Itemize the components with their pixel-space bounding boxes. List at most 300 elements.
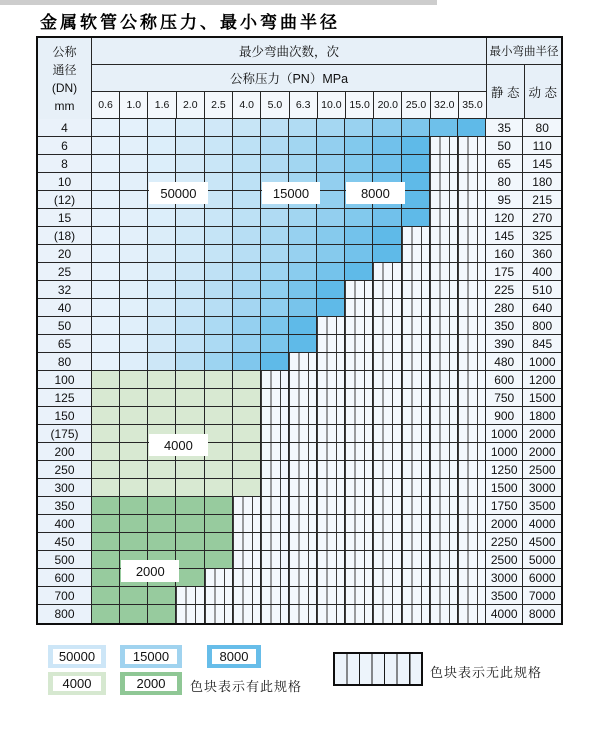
spec-cell bbox=[289, 227, 317, 245]
no-spec-cell bbox=[430, 461, 458, 479]
no-spec-cell bbox=[373, 515, 401, 533]
spec-cell bbox=[176, 335, 204, 353]
spec-cell bbox=[92, 443, 120, 461]
spec-cell bbox=[176, 389, 204, 407]
spec-cell bbox=[373, 209, 401, 227]
no-spec-cell bbox=[430, 317, 458, 335]
spec-cell bbox=[205, 173, 233, 191]
spec-cell bbox=[92, 533, 120, 551]
no-spec-cell bbox=[458, 497, 486, 515]
no-spec-cell bbox=[345, 461, 373, 479]
dynamic-value: 145 bbox=[523, 155, 561, 173]
spec-cell bbox=[176, 551, 204, 569]
static-header: 静 态 bbox=[487, 65, 525, 119]
dynamic-value: 1500 bbox=[523, 389, 561, 407]
pressure-tick: 4.0 bbox=[233, 92, 261, 119]
spec-cell bbox=[148, 353, 176, 371]
spec-cell bbox=[205, 299, 233, 317]
no-spec-cell bbox=[430, 371, 458, 389]
no-spec-cell bbox=[317, 443, 345, 461]
spec-cell bbox=[289, 317, 317, 335]
spec-cell bbox=[373, 245, 401, 263]
scan-edge-strip bbox=[0, 0, 437, 5]
spec-cell bbox=[176, 569, 204, 587]
no-spec-cell bbox=[345, 551, 373, 569]
spec-cell bbox=[176, 371, 204, 389]
pressure-tick: 20.0 bbox=[374, 92, 402, 119]
dynamic-value: 1000 bbox=[523, 353, 561, 371]
spec-cell bbox=[148, 515, 176, 533]
spec-cell bbox=[148, 155, 176, 173]
spec-cell bbox=[289, 119, 317, 137]
no-spec-cell bbox=[402, 353, 430, 371]
no-spec-cell bbox=[458, 155, 486, 173]
legend-swatch-label: 2000 bbox=[125, 676, 177, 691]
spec-cell bbox=[205, 281, 233, 299]
dynamic-value: 4500 bbox=[523, 533, 561, 551]
no-spec-cell bbox=[430, 191, 458, 209]
spec-cell bbox=[120, 317, 148, 335]
spec-cell bbox=[317, 137, 345, 155]
dynamic-value: 1800 bbox=[523, 407, 561, 425]
row-label: 25 bbox=[38, 263, 92, 281]
dynamic-value: 4000 bbox=[523, 515, 561, 533]
no-spec-cell bbox=[458, 569, 486, 587]
no-spec-cell bbox=[373, 299, 401, 317]
spec-cell bbox=[176, 317, 204, 335]
pressure-tick: 2.0 bbox=[177, 92, 205, 119]
spec-cell bbox=[148, 119, 176, 137]
row-label: (18) bbox=[38, 227, 92, 245]
no-spec-cell bbox=[345, 407, 373, 425]
legend-swatch-label: 4000 bbox=[53, 676, 101, 691]
dynamic-header: 动 态 bbox=[525, 65, 562, 119]
spec-cell bbox=[345, 155, 373, 173]
table-row bbox=[38, 155, 561, 173]
static-value: 145 bbox=[486, 227, 524, 245]
pressure-tick: 2.5 bbox=[205, 92, 233, 119]
spec-cell bbox=[317, 263, 345, 281]
no-spec-cell bbox=[430, 227, 458, 245]
dynamic-value: 800 bbox=[523, 317, 561, 335]
table-row bbox=[38, 407, 561, 425]
table-row bbox=[38, 137, 561, 155]
no-spec-cell bbox=[261, 515, 289, 533]
static-value: 2500 bbox=[486, 551, 524, 569]
dynamic-value: 400 bbox=[523, 263, 561, 281]
static-value: 35 bbox=[486, 119, 524, 137]
no-spec-cell bbox=[458, 407, 486, 425]
spec-cell bbox=[373, 137, 401, 155]
spec-cell bbox=[148, 335, 176, 353]
row-label: 300 bbox=[38, 479, 92, 497]
no-spec-cell bbox=[317, 371, 345, 389]
table-row bbox=[38, 371, 561, 389]
no-spec-cell bbox=[261, 551, 289, 569]
no-spec-cell bbox=[233, 605, 261, 623]
no-spec-cell bbox=[373, 389, 401, 407]
spec-cell bbox=[205, 425, 233, 443]
no-spec-cell bbox=[345, 515, 373, 533]
table-row bbox=[38, 515, 561, 533]
no-spec-cell bbox=[317, 461, 345, 479]
pressure-tick: 10.0 bbox=[318, 92, 346, 119]
spec-cell bbox=[205, 551, 233, 569]
no-spec-cell bbox=[458, 533, 486, 551]
spec-cell bbox=[176, 209, 204, 227]
static-value: 1250 bbox=[486, 461, 524, 479]
no-spec-cell bbox=[458, 335, 486, 353]
no-spec-cell bbox=[402, 533, 430, 551]
row-label: 150 bbox=[38, 407, 92, 425]
no-spec-cell bbox=[430, 425, 458, 443]
pressure-ticks-row bbox=[92, 92, 486, 119]
bend-count-label: 4000 bbox=[149, 434, 207, 456]
spec-cell bbox=[317, 155, 345, 173]
no-spec-cell bbox=[373, 551, 401, 569]
row-label: 65 bbox=[38, 335, 92, 353]
spec-cell bbox=[261, 119, 289, 137]
spec-cell bbox=[92, 353, 120, 371]
spec-cell bbox=[176, 515, 204, 533]
spec-cell bbox=[148, 461, 176, 479]
no-spec-cell bbox=[402, 425, 430, 443]
table-row bbox=[38, 551, 561, 569]
no-spec-cell bbox=[317, 551, 345, 569]
spec-cell bbox=[233, 227, 261, 245]
row-label: 40 bbox=[38, 299, 92, 317]
spec-cell bbox=[92, 263, 120, 281]
table-row bbox=[38, 209, 561, 227]
no-spec-cell bbox=[289, 353, 317, 371]
spec-cell bbox=[176, 497, 204, 515]
spec-cell bbox=[345, 137, 373, 155]
spec-cell bbox=[289, 209, 317, 227]
spec-cell bbox=[233, 173, 261, 191]
static-value: 390 bbox=[486, 335, 524, 353]
no-spec-cell bbox=[317, 569, 345, 587]
row-label: 400 bbox=[38, 515, 92, 533]
page-title: 金属软管公称压力、最小弯曲半径 bbox=[40, 13, 340, 33]
spec-cell bbox=[92, 281, 120, 299]
spec-cell bbox=[148, 137, 176, 155]
no-spec-cell bbox=[233, 569, 261, 587]
spec-cell bbox=[120, 209, 148, 227]
dynamic-value: 7000 bbox=[523, 587, 561, 605]
spec-cell bbox=[233, 263, 261, 281]
no-spec-cell bbox=[289, 461, 317, 479]
no-spec-cell bbox=[458, 299, 486, 317]
spec-cell bbox=[345, 245, 373, 263]
spec-cell bbox=[148, 479, 176, 497]
row-label: 15 bbox=[38, 209, 92, 227]
spec-cell bbox=[148, 227, 176, 245]
spec-cell bbox=[205, 389, 233, 407]
table-row bbox=[38, 353, 561, 371]
static-dynamic-header bbox=[487, 65, 561, 119]
no-spec-cell bbox=[430, 497, 458, 515]
spec-cell bbox=[120, 173, 148, 191]
spec-cell bbox=[261, 281, 289, 299]
spec-cell bbox=[205, 443, 233, 461]
spec-cell bbox=[92, 191, 120, 209]
dynamic-value: 3000 bbox=[523, 479, 561, 497]
spec-cell bbox=[176, 533, 204, 551]
no-spec-cell bbox=[205, 587, 233, 605]
no-spec-cell bbox=[345, 353, 373, 371]
spec-cell bbox=[148, 371, 176, 389]
spec-cell bbox=[176, 263, 204, 281]
no-spec-cell bbox=[373, 425, 401, 443]
pressure-tick: 6.3 bbox=[290, 92, 318, 119]
table-row bbox=[38, 425, 561, 443]
spec-cell bbox=[176, 479, 204, 497]
no-spec-cell bbox=[345, 569, 373, 587]
spec-cell bbox=[205, 191, 233, 209]
row-label: 450 bbox=[38, 533, 92, 551]
no-spec-cell bbox=[317, 353, 345, 371]
spec-cell bbox=[317, 173, 345, 191]
spec-cell bbox=[120, 281, 148, 299]
dynamic-value: 845 bbox=[523, 335, 561, 353]
no-spec-cell bbox=[430, 137, 458, 155]
spec-cell bbox=[176, 407, 204, 425]
spec-cell bbox=[92, 389, 120, 407]
static-value: 1500 bbox=[486, 479, 524, 497]
no-spec-cell bbox=[345, 443, 373, 461]
spec-cell bbox=[148, 587, 176, 605]
static-value: 1000 bbox=[486, 425, 524, 443]
no-spec-cell bbox=[373, 479, 401, 497]
no-spec-cell bbox=[458, 227, 486, 245]
no-spec-cell bbox=[458, 515, 486, 533]
spec-cell bbox=[261, 335, 289, 353]
spec-cell bbox=[402, 137, 430, 155]
spec-cell bbox=[120, 443, 148, 461]
static-value: 175 bbox=[486, 263, 524, 281]
no-spec-cell bbox=[289, 443, 317, 461]
no-spec-cell bbox=[402, 443, 430, 461]
spec-cell bbox=[233, 353, 261, 371]
spec-cell bbox=[92, 299, 120, 317]
spec-cell bbox=[233, 461, 261, 479]
row-label: 200 bbox=[38, 443, 92, 461]
spec-cell bbox=[233, 389, 261, 407]
table-row bbox=[38, 335, 561, 353]
no-spec-cell bbox=[233, 515, 261, 533]
dynamic-value: 6000 bbox=[523, 569, 561, 587]
legend-swatch bbox=[120, 672, 182, 695]
no-spec-cell bbox=[345, 587, 373, 605]
no-spec-cell bbox=[430, 281, 458, 299]
spec-cell bbox=[176, 137, 204, 155]
no-spec-cell bbox=[458, 209, 486, 227]
no-spec-cell bbox=[430, 389, 458, 407]
dynamic-value: 270 bbox=[523, 209, 561, 227]
spec-cell bbox=[92, 587, 120, 605]
spec-cell bbox=[233, 425, 261, 443]
spec-cell bbox=[92, 425, 120, 443]
no-spec-cell bbox=[458, 425, 486, 443]
row-label: 100 bbox=[38, 371, 92, 389]
spec-cell bbox=[176, 227, 204, 245]
spec-cell bbox=[317, 299, 345, 317]
spec-cell bbox=[289, 245, 317, 263]
spec-cell bbox=[120, 497, 148, 515]
dynamic-value: 2000 bbox=[523, 443, 561, 461]
legend-swatch bbox=[48, 645, 106, 668]
table-row bbox=[38, 587, 561, 605]
no-spec-cell bbox=[373, 569, 401, 587]
table-row bbox=[38, 299, 561, 317]
dynamic-value: 110 bbox=[523, 137, 561, 155]
no-spec-cell bbox=[261, 587, 289, 605]
spec-cell bbox=[402, 191, 430, 209]
spec-cell bbox=[92, 479, 120, 497]
table-row bbox=[38, 461, 561, 479]
static-value: 3500 bbox=[486, 587, 524, 605]
legend-swatch bbox=[120, 645, 182, 668]
spec-cell bbox=[120, 263, 148, 281]
bend-count-label: 15000 bbox=[262, 182, 320, 204]
static-value: 4000 bbox=[486, 605, 524, 623]
spec-table bbox=[36, 36, 563, 625]
row-label: (12) bbox=[38, 191, 92, 209]
no-spec-cell bbox=[430, 299, 458, 317]
spec-cell bbox=[92, 245, 120, 263]
static-value: 3000 bbox=[486, 569, 524, 587]
spec-cell bbox=[176, 245, 204, 263]
no-spec-cell bbox=[402, 515, 430, 533]
static-value: 2000 bbox=[486, 515, 524, 533]
spec-cell bbox=[205, 119, 233, 137]
spec-cell bbox=[120, 371, 148, 389]
spec-cell bbox=[176, 353, 204, 371]
spec-cell bbox=[317, 281, 345, 299]
no-spec-cell bbox=[458, 281, 486, 299]
dynamic-value: 80 bbox=[523, 119, 561, 137]
legend-swatch bbox=[207, 645, 261, 668]
no-spec-cell bbox=[430, 155, 458, 173]
spec-cell bbox=[233, 335, 261, 353]
no-spec-cell bbox=[430, 569, 458, 587]
no-spec-cell bbox=[289, 425, 317, 443]
no-spec-cell bbox=[430, 353, 458, 371]
spec-cell bbox=[402, 155, 430, 173]
no-spec-cell bbox=[261, 533, 289, 551]
spec-cell bbox=[205, 227, 233, 245]
no-spec-cell bbox=[373, 281, 401, 299]
no-spec-cell bbox=[430, 173, 458, 191]
no-spec-cell bbox=[458, 605, 486, 623]
no-spec-cell bbox=[345, 425, 373, 443]
static-value: 1000 bbox=[486, 443, 524, 461]
no-spec-cell bbox=[345, 317, 373, 335]
spec-cell bbox=[120, 515, 148, 533]
spec-cell bbox=[92, 209, 120, 227]
no-spec-cell bbox=[402, 389, 430, 407]
spec-cell bbox=[205, 515, 233, 533]
no-spec-cell bbox=[289, 389, 317, 407]
no-spec-cell bbox=[233, 587, 261, 605]
spec-cell bbox=[92, 407, 120, 425]
no-spec-cell bbox=[430, 587, 458, 605]
spec-cell bbox=[148, 245, 176, 263]
dynamic-value: 640 bbox=[523, 299, 561, 317]
spec-cell bbox=[176, 461, 204, 479]
dynamic-value: 3500 bbox=[523, 497, 561, 515]
no-spec-cell bbox=[402, 551, 430, 569]
bend-count-label: 2000 bbox=[121, 560, 179, 582]
no-spec-cell bbox=[373, 461, 401, 479]
static-value: 80 bbox=[486, 173, 524, 191]
no-spec-cell bbox=[430, 533, 458, 551]
no-spec-cell bbox=[289, 551, 317, 569]
no-spec-cell bbox=[345, 335, 373, 353]
spec-cell bbox=[120, 119, 148, 137]
spec-cell bbox=[289, 335, 317, 353]
static-value: 600 bbox=[486, 371, 524, 389]
row-label: 500 bbox=[38, 551, 92, 569]
spec-cell bbox=[205, 497, 233, 515]
no-spec-cell bbox=[458, 173, 486, 191]
dn-header-line: mm bbox=[54, 98, 75, 113]
table-header bbox=[38, 38, 561, 119]
legend-swatch-label: 8000 bbox=[212, 649, 256, 664]
spec-cell bbox=[205, 245, 233, 263]
spec-cell bbox=[92, 371, 120, 389]
spec-cell bbox=[317, 119, 345, 137]
header-right bbox=[486, 38, 561, 119]
table-row bbox=[38, 479, 561, 497]
spec-cell bbox=[233, 443, 261, 461]
static-value: 900 bbox=[486, 407, 524, 425]
legend-no-spec-text: 色块表示无此规格 bbox=[430, 665, 543, 680]
row-label: 6 bbox=[38, 137, 92, 155]
no-spec-cell bbox=[430, 551, 458, 569]
static-value: 750 bbox=[486, 389, 524, 407]
no-spec-cell bbox=[317, 587, 345, 605]
pressure-tick: 32.0 bbox=[431, 92, 459, 119]
spec-cell bbox=[92, 119, 120, 137]
no-spec-cell bbox=[458, 137, 486, 155]
no-spec-cell bbox=[402, 587, 430, 605]
no-spec-cell bbox=[430, 209, 458, 227]
no-spec-cell bbox=[345, 281, 373, 299]
row-label: 600 bbox=[38, 569, 92, 587]
spec-cell bbox=[233, 245, 261, 263]
row-label: 80 bbox=[38, 353, 92, 371]
spec-cell bbox=[120, 353, 148, 371]
no-spec-cell bbox=[261, 479, 289, 497]
dn-header-cell bbox=[38, 38, 92, 119]
table-row bbox=[38, 227, 561, 245]
static-value: 120 bbox=[486, 209, 524, 227]
spec-cell bbox=[92, 461, 120, 479]
no-spec-cell bbox=[317, 479, 345, 497]
no-spec-cell bbox=[373, 263, 401, 281]
static-value: 50 bbox=[486, 137, 524, 155]
spec-cell bbox=[261, 263, 289, 281]
dynamic-value: 5000 bbox=[523, 551, 561, 569]
spec-cell bbox=[148, 263, 176, 281]
no-spec-cell bbox=[317, 425, 345, 443]
spec-cell bbox=[148, 389, 176, 407]
dynamic-value: 8000 bbox=[523, 605, 561, 623]
table-row bbox=[38, 119, 561, 137]
no-spec-cell bbox=[289, 533, 317, 551]
spec-cell bbox=[233, 317, 261, 335]
